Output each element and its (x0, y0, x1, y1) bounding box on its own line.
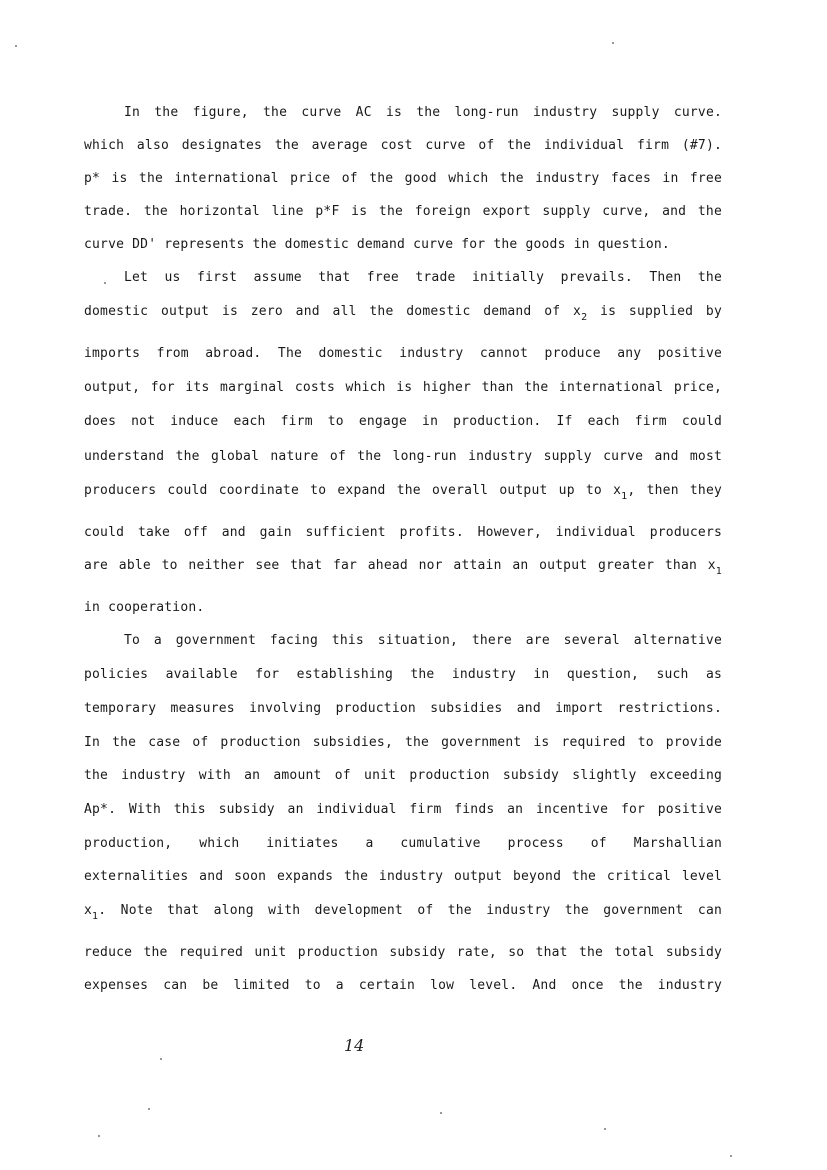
text-line: temporary measures involving production subsidies and import restrictions. (84, 701, 722, 716)
subscript: 1 (621, 491, 628, 502)
text-line: output, for its marginal costs which is higher than the international price, (84, 380, 722, 395)
text-line: Let us first assume that free trade initially prevails. Then the (124, 270, 722, 285)
subscript: 2 (581, 312, 588, 323)
text-line: are able to neither see that far ahead nor attain an output greater than $x_1$ (84, 558, 722, 577)
text-line: policies available for establishing the industry in question, such as (84, 667, 722, 682)
text-line: could take off and gain sufficient profits. However, individual producers (84, 525, 722, 540)
scan-speck (730, 1155, 732, 1157)
page-number: 14 (344, 1036, 365, 1055)
text-line: in cooperation. (84, 600, 205, 615)
text-line: externalities and soon expands the industry output beyond the critical level (84, 869, 722, 884)
text-line: Ap*. With this subsidy an individual firm finds an incentive for positive (84, 802, 722, 817)
text-line: reduce the required unit production subsidy rate, so that the total subsidy (84, 945, 722, 960)
text-line: curve DD' represents the domestic demand curve for the goods in question. (84, 237, 670, 252)
text-line: $x_1$. Note that along with development of the industry the government can (84, 903, 722, 922)
text-line: production, which initiates a cumulative process of Marshallian (84, 836, 722, 851)
scan-speck (440, 1112, 442, 1114)
subscript: 1 (715, 566, 722, 577)
scan-speck (104, 282, 106, 284)
text-line: trade. the horizontal line p*F is the foreign export supply curve, and the (84, 204, 722, 219)
text-line: understand the global nature of the long-run industry supply curve and most (84, 449, 722, 464)
text-line: producers could coordinate to expand the overall output up to $x_1$, then they (84, 483, 722, 502)
subscript: 1 (92, 911, 99, 922)
text-line: which also designates the average cost curve of the individual firm (#7). (84, 138, 722, 153)
scan-speck (604, 1128, 606, 1130)
scan-speck (15, 45, 17, 47)
scan-speck (148, 1108, 150, 1110)
scan-speck (160, 1058, 162, 1060)
text-line: the industry with an amount of unit production subsidy slightly exceeding (84, 768, 722, 783)
text-line: p* is the international price of the good which the industry faces in free (84, 171, 722, 186)
scan-speck (98, 1135, 100, 1137)
scan-speck (612, 42, 614, 44)
text-line: imports from abroad. The domestic industry cannot produce any positive (84, 346, 722, 361)
text-line: does not induce each firm to engage in production. If each firm could (84, 414, 722, 429)
text-line: In the figure, the curve AC is the long-run industry supply curve. (124, 105, 722, 120)
text-line: To a government facing this situation, there are several alternative (124, 633, 722, 648)
text-line: domestic output is zero and all the domestic demand of $x_2$ is supplied by (84, 304, 722, 323)
text-line: In the case of production subsidies, the government is required to provide (84, 735, 722, 750)
text-line: expenses can be limited to a certain low level. And once the industry (84, 978, 722, 993)
